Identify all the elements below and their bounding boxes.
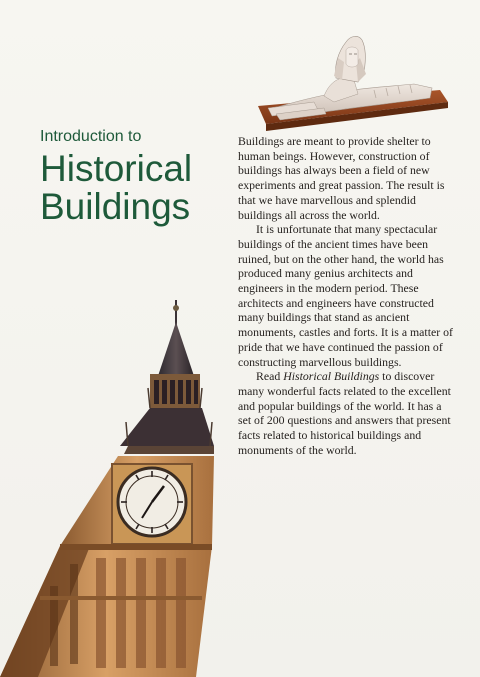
paragraph-3-suffix: to discover many wonderful facts related to the excellent and popular buildings of the world. It has a set of 200 questions and answers that present facts related to historical buildings and monuments of the world. — [238, 369, 451, 457]
book-title: Historical Buildings — [283, 369, 380, 384]
title-intro: Introduction to — [40, 128, 142, 145]
page-title — [40, 150, 220, 226]
clock-tower-image — [0, 296, 220, 677]
title-line-1: Historical — [40, 148, 193, 189]
paragraph-2: It is unfortunate that many spectacular buildings of the ancient times have been ruined, but on the other hand, the world has produced many genius architects and engineers in the modern period. These architects and engineers have constructed many buildings that stand as ancient monuments, castles and forts. It is a matter of pride that we have continued the passion of constructing marvellous buildings. — [238, 222, 453, 369]
paragraph-3 — [238, 369, 456, 457]
sphinx-image — [254, 28, 450, 132]
title-block — [40, 128, 220, 226]
body-text — [238, 134, 456, 457]
paragraph-1: Buildings are meant to provide shelter to human beings. However, construction of buildings has always been a field of new experiments and great passion. The result is that we have marvellous and splendid buildings all across the world. — [238, 134, 445, 222]
paragraph-3-prefix: Read — [256, 369, 284, 384]
title-line-2: Buildings — [40, 186, 191, 227]
